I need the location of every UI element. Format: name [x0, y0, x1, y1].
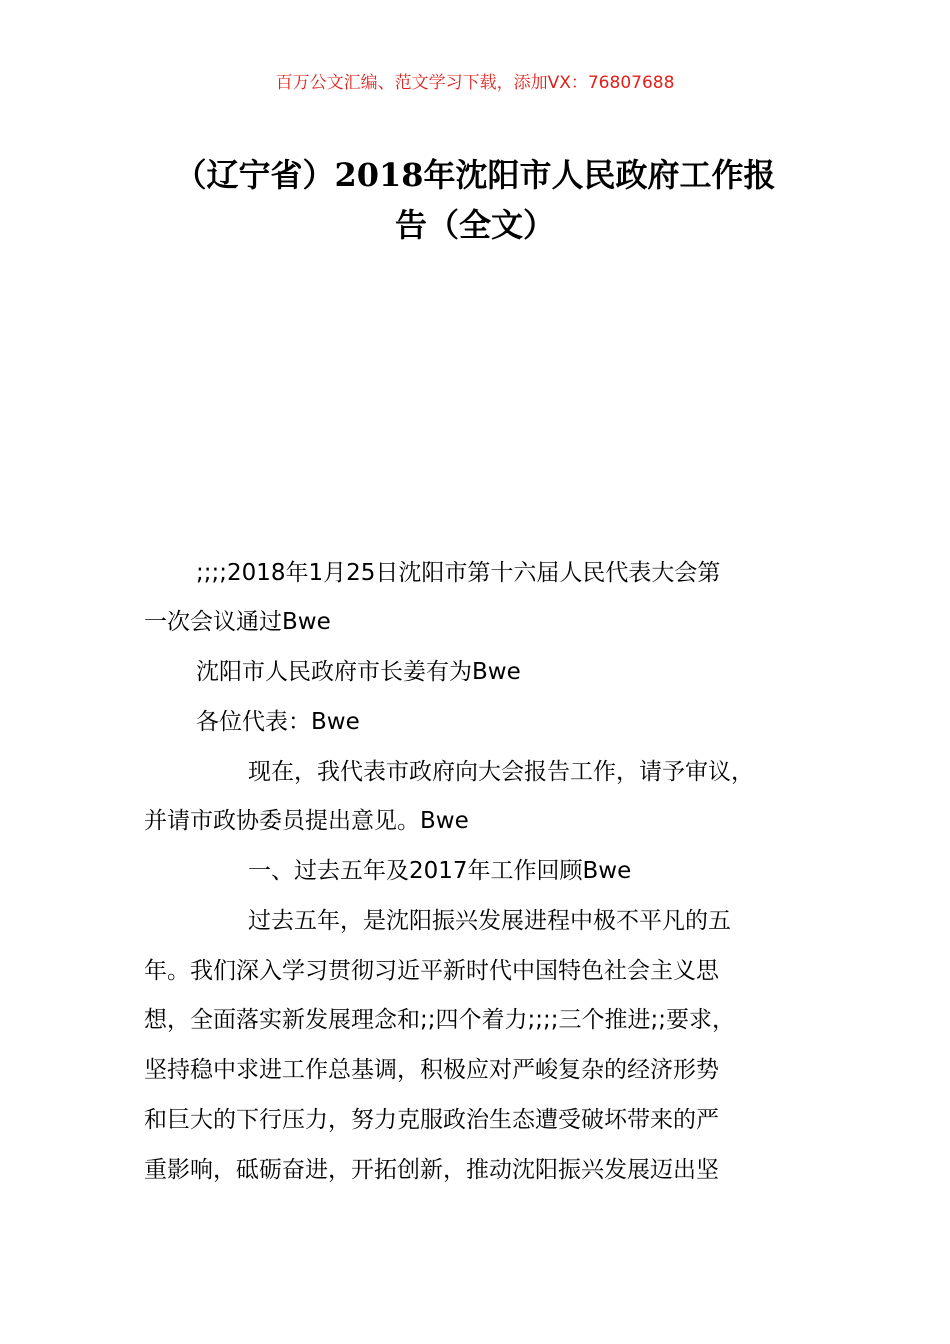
body-line: 一、过去五年及2017年工作回顾Bwe [248, 858, 632, 884]
body-line: 想，全面落实新发展理念和;;四个着力;;;;三个推进;;要求， [144, 1007, 735, 1033]
body-line: 和巨大的下行压力，努力克服政治生态遭受破坏带来的严 [144, 1107, 719, 1133]
document-title-line-2: 告（全文） [394, 206, 555, 244]
document-title-line-1: （辽宁省）2018年沈阳市人民政府工作报 [174, 156, 776, 194]
body-line: ;;;;2018年1月25日沈阳市第十六届人民代表大会第 [196, 560, 721, 586]
body-line: 坚持稳中求进工作总基调，积极应对严峻复杂的经济形势 [144, 1057, 719, 1083]
body-line: 沈阳市人民政府市长姜有为Bwe [196, 659, 521, 685]
body-line: 现在，我代表市政府向大会报告工作，请予审议， [248, 759, 754, 785]
body-line: 过去五年，是沈阳振兴发展进程中极不平凡的五 [248, 908, 731, 934]
header-note: 百万公文汇编、范文学习下载，添加VX：76807688 [275, 73, 675, 93]
body-line: 一次会议通过Bwe [144, 609, 331, 635]
body-line: 并请市政协委员提出意见。Bwe [144, 808, 469, 834]
body-line: 各位代表：Bwe [196, 709, 360, 735]
body-line: 重影响，砥砺奋进，开拓创新，推动沈阳振兴发展迈出坚 [144, 1157, 719, 1183]
body-line: 年。我们深入学习贯彻习近平新时代中国特色社会主义思 [144, 958, 719, 984]
